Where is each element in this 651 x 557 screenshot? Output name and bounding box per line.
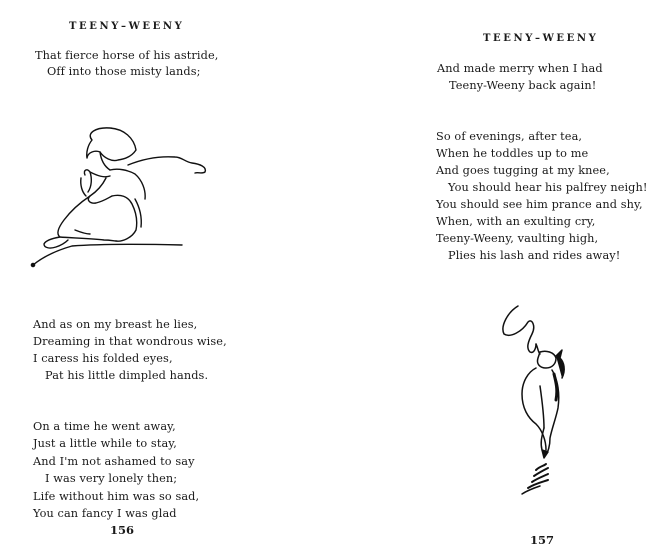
- running-head: TEENY–WEENY: [483, 33, 599, 44]
- poem-line: And as on my breast he lies,: [33, 318, 198, 331]
- poem-line: I caress his folded eyes,: [33, 352, 173, 365]
- poem-line: You should see him prance and shy,: [436, 198, 643, 211]
- poem-line: Plies his lash and rides away!: [448, 249, 621, 262]
- right-page: [325, 0, 651, 557]
- poem-line: Teeny-Weeny back again!: [449, 79, 597, 92]
- poem-line: Off into those misty lands;: [47, 65, 201, 78]
- poem-line: You can fancy I was glad: [33, 507, 177, 520]
- poem-line: That fierce horse of his astride,: [35, 49, 219, 62]
- left-page: [0, 0, 325, 557]
- poem-line: Teeny-Weeny, vaulting high,: [436, 232, 599, 245]
- running-head: TEENY–WEENY: [69, 21, 185, 32]
- poem-line: And goes tugging at my knee,: [436, 164, 610, 177]
- poem-line: And made merry when I had: [437, 62, 603, 75]
- poem-line: Dreaming in that wondrous wise,: [33, 335, 227, 348]
- child-sitting-illustration: [0, 100, 330, 280]
- poem-line: When, with an exulting cry,: [436, 215, 596, 228]
- page-number: 156: [110, 523, 135, 537]
- poem-line: On a time he went away,: [33, 420, 176, 433]
- page-number: 157: [530, 533, 555, 547]
- poem-line: I was very lonely then;: [45, 472, 178, 485]
- poem-line: Just a little while to stay,: [33, 437, 177, 450]
- poem-line: Life without him was so sad,: [33, 490, 200, 503]
- poem-line: When he toddles up to me: [436, 147, 589, 160]
- rider-on-horse-illustration: [470, 290, 590, 500]
- poem-line: Pat his little dimpled hands.: [45, 369, 209, 382]
- poem-line: So of evenings, after tea,: [436, 130, 583, 143]
- poem-line: And I'm not ashamed to say: [33, 455, 195, 468]
- poem-line: You should hear his palfrey neigh!: [448, 181, 648, 194]
